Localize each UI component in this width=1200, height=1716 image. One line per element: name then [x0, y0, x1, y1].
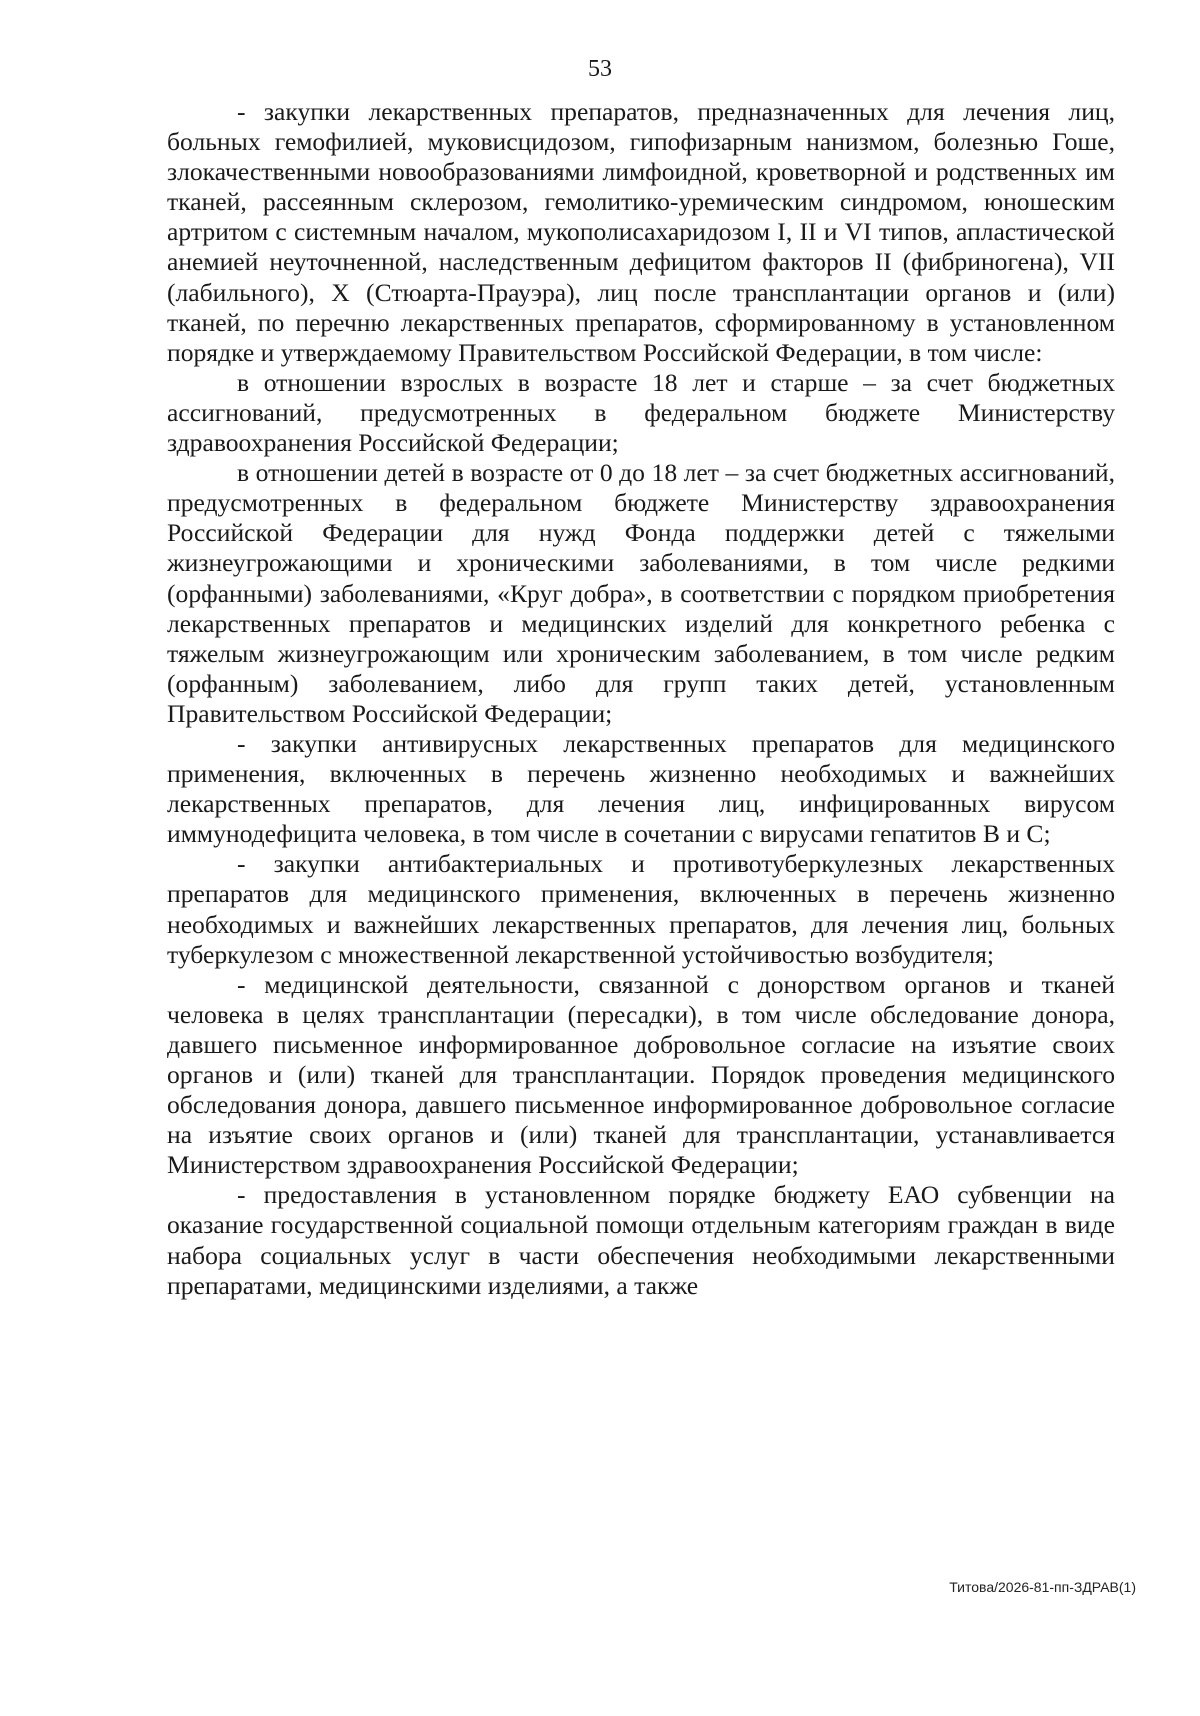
document-code: Титова/2026-81-пп-ЗДРАВ(1): [949, 1579, 1136, 1595]
paragraph-subvention: - предоставления в установленном порядке бюджету ЕАО субвенции на оказание государственной социальной помощи отдельным категориям граждан в виде набора социальных услуг в части обеспечения необходимыми лекарственными препаратами, медицинскими изделиями, а также: [167, 1180, 1115, 1300]
paragraph-drug-procurement: - закупки лекарственных препаратов, предназначенных для лечения лиц, больных гемофилией, муковисцидозом, гипофизарным нанизмом, болезнью Гоше, злокачественными новообразованиями лимфоидной, кроветворной и родственных им тканей, рассеянным склерозом, гемолитико-уремическим синдромом, юношеским артритом с системным началом, мукополисахаридозом I, II и VI типов, апластической анемией неуточненной, наследственным дефицитом факторов II (фибриногена), VII (лабильного), X (Стюарта-Прауэра), лиц после трансплантации органов и (или) тканей, по перечню лекарственных препаратов, сформированному в установленном порядке и утверждаемому Правительством Российской Федерации, в том числе:: [167, 97, 1115, 367]
paragraph-donorship: - медицинской деятельности, связанной с донорством органов и тканей человека в целях трансплантации (пересадки), в том числе обследование донора, давшего письменное информированное добровольное согласие на изъятие своих органов и (или) тканей для трансплантации. Порядок проведения медицинского обследования донора, давшего письменное информированное добровольное согласие на изъятие своих органов и (или) тканей для трансплантации, устанавливается Министерством здравоохранения Российской Федерации;: [167, 969, 1115, 1180]
paragraph-antiviral: - закупки антивирусных лекарственных препаратов для медицинского применения, включенных в перечень жизненно необходимых и важнейших лекарственных препаратов, для лечения лиц, инфицированных вирусом иммунодефицита человека, в том числе в сочетании с вирусами гепатитов B и C;: [167, 728, 1115, 849]
document-body: [167, 97, 1115, 1301]
paragraph-adults: в отношении взрослых в возрасте 18 лет и старше – за счет бюджетных ассигнований, предусмотренных в федеральном бюджете Министерству здравоохранения Российской Федерации;: [167, 367, 1115, 458]
page-number: 53: [588, 56, 612, 82]
paragraph-antibacterial: - закупки антибактериальных и противотуберкулезных лекарственных препаратов для медицинского применения, включенных в перечень жизненно необходимых и важнейших лекарственных препаратов, для лечения лиц, больных туберкулезом с множественной лекарственной устойчивостью возбудителя;: [167, 849, 1115, 969]
paragraph-children: в отношении детей в возрасте от 0 до 18 лет – за счет бюджетных ассигнований, предусмотренных в федеральном бюджете Министерству здравоохранения Российской Федерации для нужд Фонда поддержки детей с тяжелыми жизнеугрожающими и хроническими заболеваниями, в том числе редкими (орфанными) заболеваниями, «Круг добра», в соответствии с порядком приобретения лекарственных препаратов и медицинских изделий для конкретного ребенка с тяжелым жизнеугрожающим или хроническим заболеванием, в том числе редким (орфанным) заболеванием, либо для групп таких детей, установленным Правительством Российской Федерации;: [167, 458, 1115, 728]
